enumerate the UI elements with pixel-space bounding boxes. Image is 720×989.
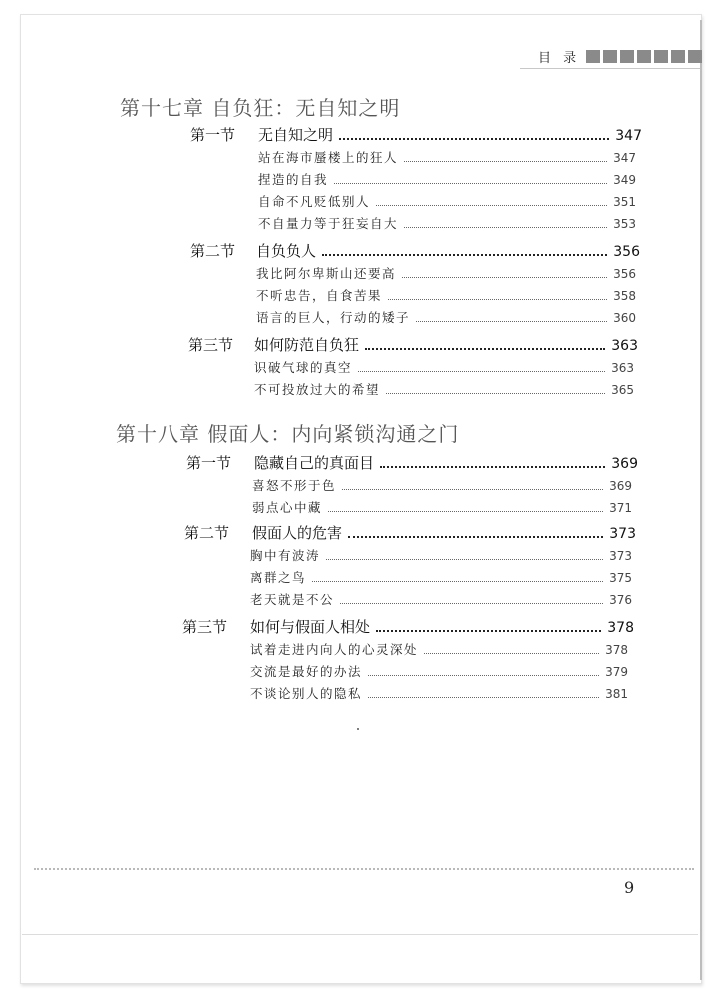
page-ref: 363: [611, 338, 638, 354]
item-title: 捏造的自我: [258, 172, 329, 187]
page-ref: 381: [605, 687, 628, 701]
dot-leader: [388, 298, 607, 300]
item-title: 喜怒不形于色: [252, 478, 337, 493]
dot-leader: [404, 160, 607, 162]
page-ref: 360: [613, 311, 636, 325]
item-title: 站在海市蜃楼上的狂人: [258, 150, 399, 165]
dot-leader: [312, 580, 603, 582]
dot-leader: [342, 488, 603, 490]
header-decoration: [586, 50, 702, 63]
section-title: 如何防范自负狂: [254, 336, 360, 354]
page-ref: 378: [605, 643, 628, 657]
toc-item[interactable]: [258, 192, 636, 210]
page-ref: 356: [613, 244, 640, 260]
toc-item[interactable]: [256, 264, 636, 282]
toc-section-entry[interactable]: [252, 522, 636, 543]
page-ref: 369: [609, 479, 632, 493]
item-title: 老天就是不公: [250, 592, 335, 607]
toc-item[interactable]: [258, 170, 636, 188]
item-title: 自命不凡贬低别人: [258, 194, 371, 209]
section-label: 第二节: [190, 242, 236, 260]
toc-item[interactable]: [250, 640, 628, 658]
toc-section-entry[interactable]: [250, 616, 634, 637]
item-title: 弱点心中藏: [252, 500, 323, 515]
print-speck: [357, 728, 359, 730]
dot-leader: [340, 602, 603, 604]
page-ref: 363: [611, 361, 634, 375]
page-ref: 373: [609, 549, 632, 563]
dot-leader: [339, 137, 609, 140]
item-title: 不听忠告，自食苦果: [256, 288, 383, 303]
dot-leader: [376, 629, 601, 632]
toc-item[interactable]: [258, 214, 636, 232]
item-title: 交流是最好的办法: [250, 664, 363, 679]
item-title: 胸中有波涛: [250, 548, 321, 563]
toc-section-entry[interactable]: [256, 240, 640, 261]
toc-item[interactable]: [250, 568, 632, 586]
page-ref: 347: [613, 151, 636, 165]
dot-leader: [376, 204, 607, 206]
dot-leader: [368, 674, 599, 676]
section-title: 隐藏自己的真面目: [254, 454, 375, 472]
chapter-title: 第十八章 假面人：内向紧锁沟通之门: [116, 422, 460, 446]
page-ref: 378: [607, 620, 634, 636]
toc-item[interactable]: [256, 308, 636, 326]
page-ref: 347: [615, 128, 642, 144]
item-title: 不谈论别人的隐私: [250, 686, 363, 701]
footer-dotted-rule: [34, 868, 694, 871]
page-ref: 351: [613, 195, 636, 209]
toc-section-entry[interactable]: [258, 124, 642, 145]
page-ref: 379: [605, 665, 628, 679]
page-ref: 369: [611, 456, 638, 472]
toc-item[interactable]: [254, 358, 634, 376]
section-label: 第一节: [190, 126, 236, 144]
page-bottom-rule: [22, 934, 698, 935]
dot-leader: [404, 226, 607, 228]
toc-item[interactable]: [254, 380, 634, 398]
dot-leader: [334, 182, 607, 184]
dot-leader: [322, 253, 607, 256]
toc-item[interactable]: [250, 590, 632, 608]
toc-item[interactable]: [258, 148, 636, 166]
dot-leader: [348, 535, 603, 538]
dot-leader: [416, 320, 607, 322]
page-ref: 365: [611, 383, 634, 397]
toc-section-entry[interactable]: [254, 334, 638, 355]
item-title: 我比阿尔卑斯山还要高: [256, 266, 397, 281]
chapter-title: 第十七章 自负狂：无自知之明: [120, 96, 401, 120]
toc-item[interactable]: [250, 662, 628, 680]
dot-leader: [365, 347, 605, 350]
dot-leader: [380, 465, 605, 468]
section-title: 自负负人: [256, 242, 317, 260]
section-title: 假面人的危害: [252, 524, 343, 542]
dot-leader: [424, 652, 599, 654]
page-ref: 353: [613, 217, 636, 231]
section-label: 第一节: [186, 454, 232, 472]
section-label: 第三节: [188, 336, 234, 354]
item-title: 试着走进内向人的心灵深处: [250, 642, 419, 657]
section-label: 第三节: [182, 618, 228, 636]
page-ref: 358: [613, 289, 636, 303]
item-title: 识破气球的真空: [254, 360, 353, 375]
section-title: 如何与假面人相处: [250, 618, 371, 636]
toc-section-entry[interactable]: [254, 452, 638, 473]
header-rule: [520, 68, 700, 69]
section-title: 无自知之明: [258, 126, 334, 144]
dot-leader: [358, 370, 605, 372]
page-edge: [700, 20, 702, 980]
dot-leader: [326, 558, 603, 560]
page-ref: 375: [609, 571, 632, 585]
dot-leader: [386, 392, 605, 394]
page-ref: 376: [609, 593, 632, 607]
item-title: 不可投放过大的希望: [254, 382, 381, 397]
dot-leader: [368, 696, 599, 698]
page-ref: 356: [613, 267, 636, 281]
section-label: 第二节: [184, 524, 230, 542]
page-ref: 373: [609, 526, 636, 542]
toc-item[interactable]: [252, 476, 632, 494]
dot-leader: [402, 276, 607, 278]
page-number: 9: [624, 878, 635, 897]
item-title: 语言的巨人，行动的矮子: [256, 310, 411, 325]
item-title: 不自量力等于狂妄自大: [258, 216, 399, 231]
toc-item[interactable]: [250, 546, 632, 564]
running-header: [538, 46, 702, 66]
page-ref: 371: [609, 501, 632, 515]
toc-item[interactable]: [250, 684, 628, 702]
toc-item[interactable]: [252, 498, 632, 516]
item-title: 离群之鸟: [250, 570, 307, 585]
dot-leader: [328, 510, 603, 512]
toc-item[interactable]: [256, 286, 636, 304]
page-ref: 349: [613, 173, 636, 187]
header-label: 目 录: [538, 50, 581, 66]
